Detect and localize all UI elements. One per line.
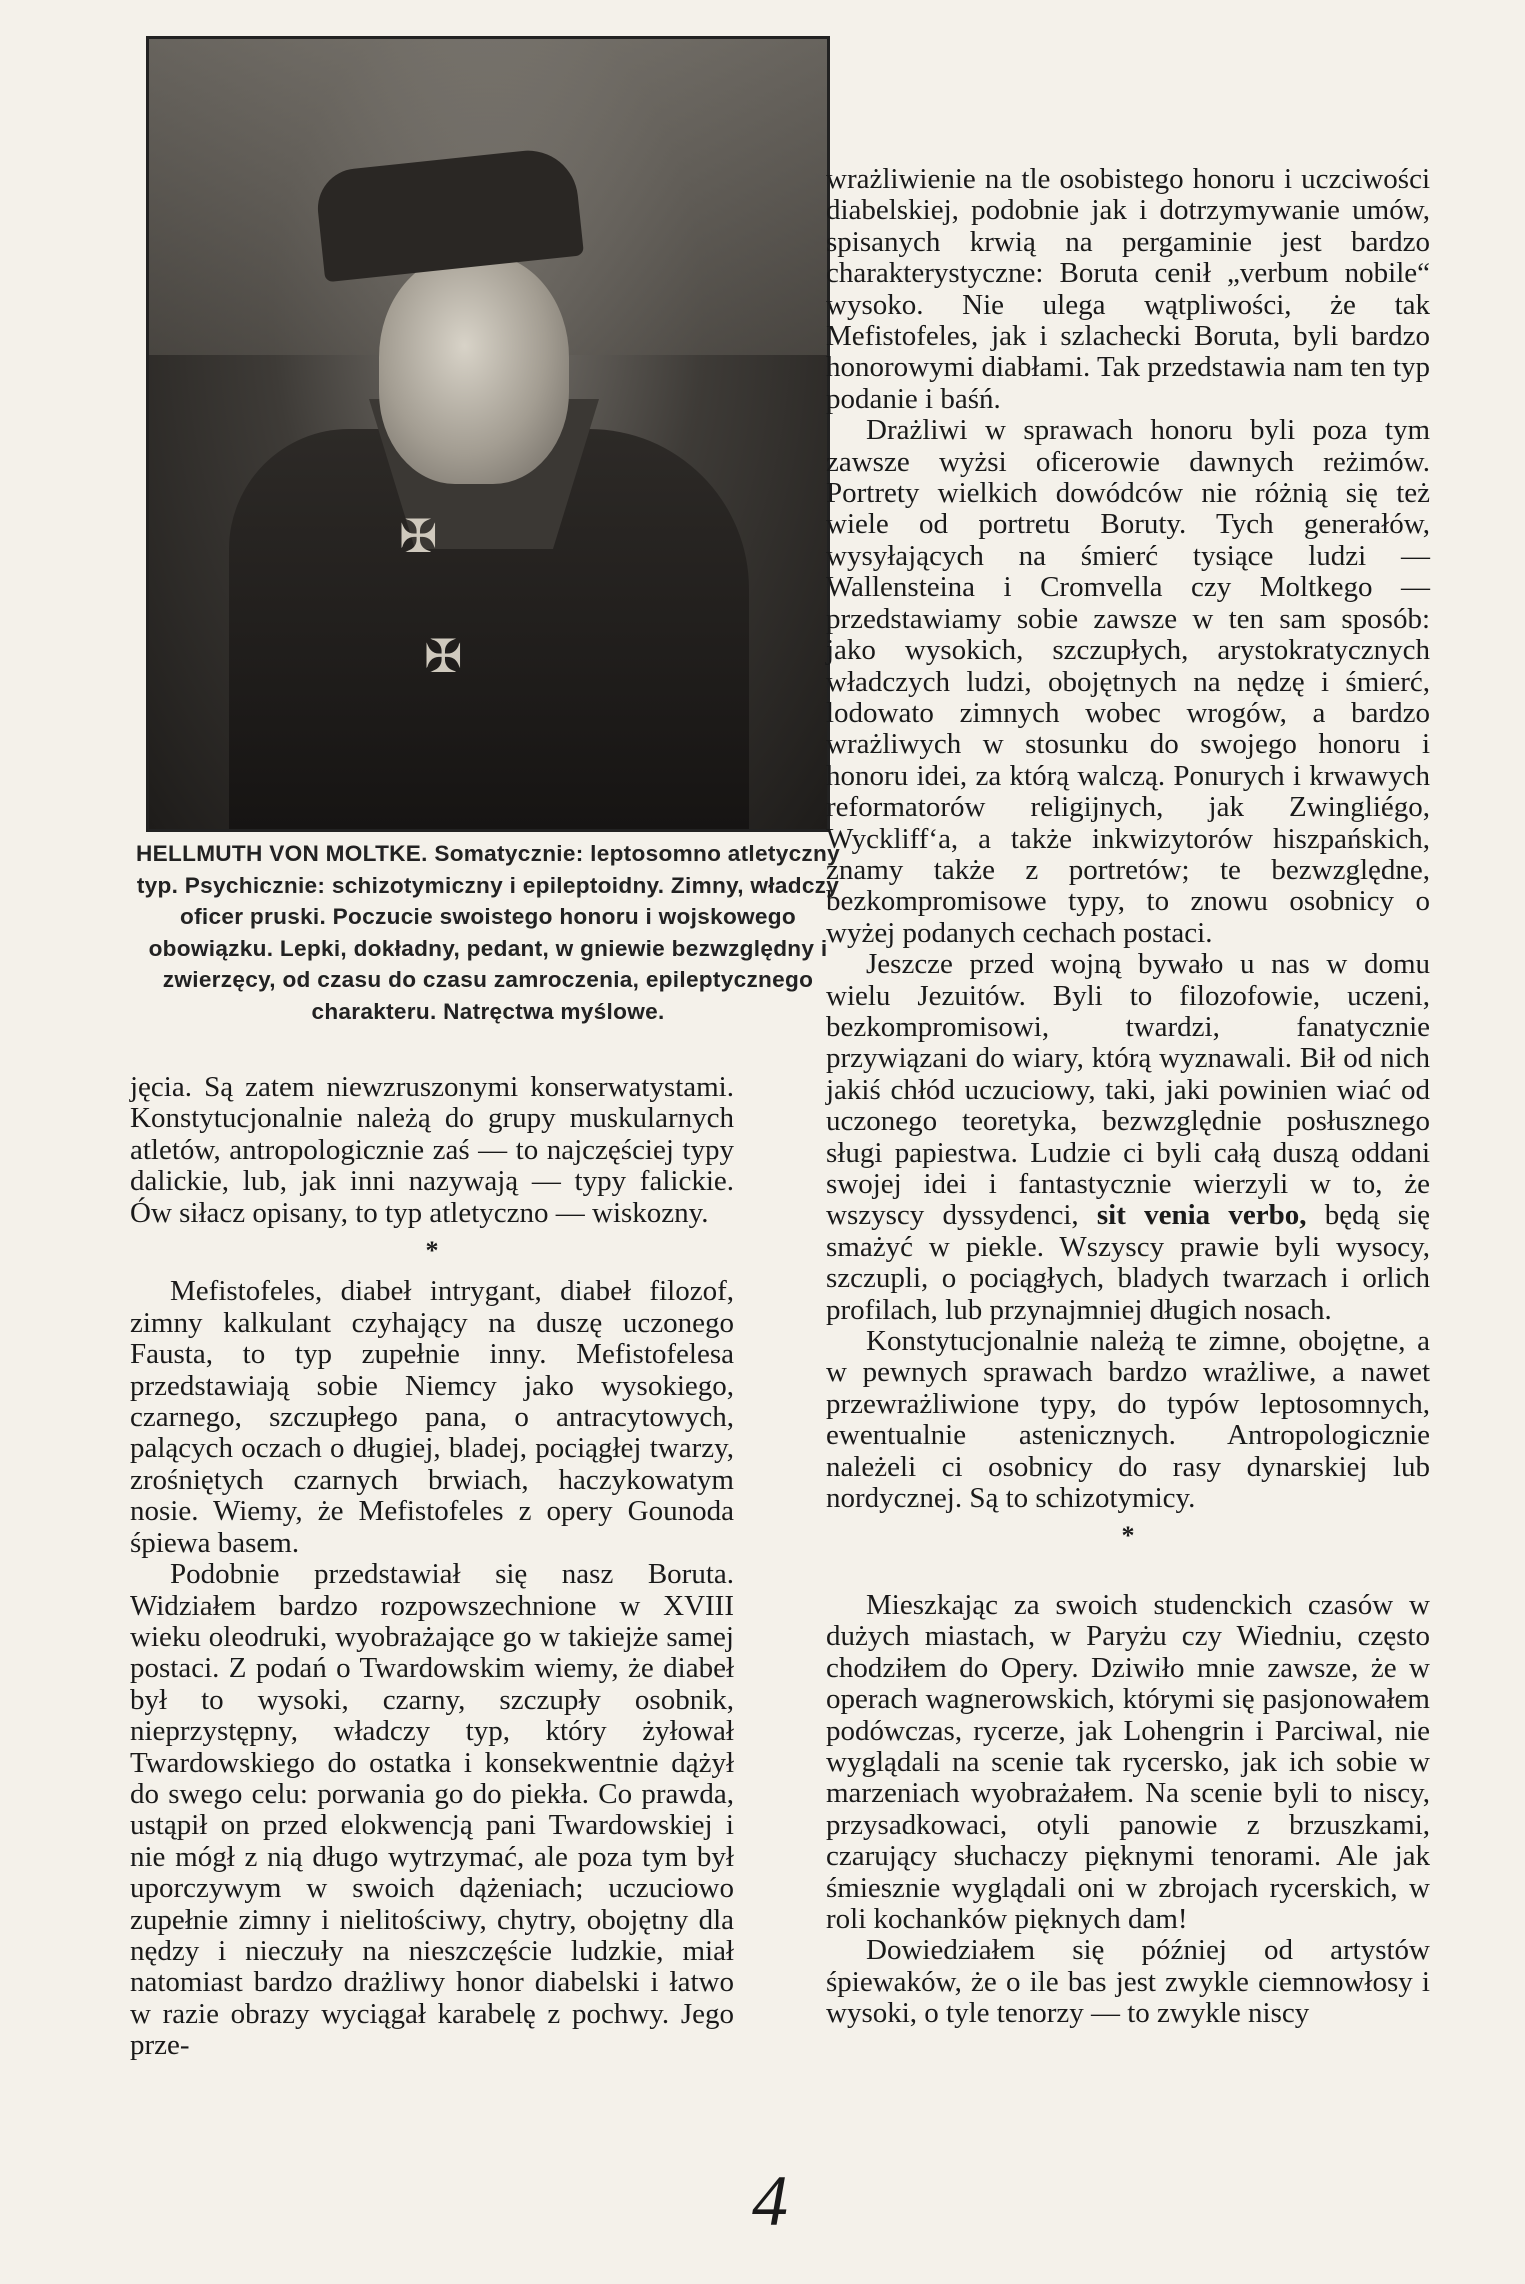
- medal-icon: ✠: [424, 631, 463, 682]
- section-separator: *: [425, 1236, 439, 1266]
- paragraph: jęcia. Są zatem niewzruszonymi konserwatystami. Konstytucjonalnie należą do grupy muskularnych atletów, antropologicznie zaś — to najczęściej typy dalickie, lub, jak inni nazywają — typy falickie. Ów siłacz opisany, to typ atletyczno — wiskozny.: [130, 1071, 734, 1229]
- paragraph-text: będą się smażyć w piekle. Wszyscy prawie byli wysocy, szczupli, o pociągłych, bladych twarzach i orlich profilach, lub przynajmniej długich nosach.: [826, 1199, 1430, 1326]
- paragraph: Dowiedziałem się później od artystów śpiewaków, że o ile bas jest zwykle ciemnowłosy i wysoki, o tyle tenorzy — to zwykle niscy: [826, 1934, 1430, 2030]
- paragraph-text: Jeszcze przed wojną bywało u nas w domu wielu Jezuitów. Byli to filozofowie, uczeni, bezkompromisowi, twardzi, fanatycznie przywiązani do wiary, którą wyznawali. Bił od nich jakiś chłód uczuciowy, taki, jaki powinien wiać od uczonego teoretyka, bezwzględnie posłusznego sługi papiestwa. Ludzie ci byli całą duszą oddani swojej idei i fantastycznie wierzyli w to, że wszyscy dyssydenci,: [826, 948, 1430, 1232]
- paragraph: Mieszkając za swoich studenckich czasów w dużych miastach, w Paryżu czy Wiedniu, często chodziłem do Opery. Dziwiło mnie zawsze, że w operach wagnerowskich, którymi się pasjonowałem podówczas, rycerze, jak Lohengrin i Parciwal, nie wyglądali na scenie tak rycersko, jak ich sobie w marzeniach wyobrażałem. Na scenie byli to niscy, przysadkowaci, otyli panowie z brzuszkami, czarujący słuchaczy pięknymi tenorami. Ale jak śmiesznie wyglądali oni w zbrojach rycerskich, w roli kochanków pięknych dam!: [826, 1588, 1430, 1935]
- section-separator: *: [1121, 1521, 1135, 1551]
- left-column: [130, 1072, 734, 2062]
- paragraph: Podobnie przedstawiał się nasz Boruta. Widziałem bardzo rozpowszechnione w XVIII wieku oleodruki, wyobrażające go w takiejże samej postaci. Z podań o Twardowskim wiemy, że diabeł był to wysoki, czarny, szczupły osobnik, nieprzystępny, władczy typ, który żyłował Twardowskiego do ostatka i konsekwentnie dążył do swego celu: porwania go do piekła. Co prawda, ustąpił on przed elokwencją pani Twardowskiej i nie mógł z nią długo wytrzymać, ale poza tym był uporczywym w swoich dążeniach; uczuciowo zupełnie zimny i nielitościwy, chytry, obojętny dla nędzy i nieczuły na nieszczęście ludzkie, miał natomiast bardzo drażliwy honor diabelski i łatwo w razie obrazy wyciągał karabelę z pochwy. Jego prze-: [130, 1558, 734, 2062]
- photo-caption: HELLMUTH VON MOLTKE. Somatycznie: leptosomno atletyczny typ. Psychicznie: schizotymiczny i epileptoidny. Zimny, władczy oficer pruski. Poczucie swoistego honoru i wojskowego obowiązku. Lepki, dokładny, pedant, w gniewie bezwzględny i zwierzęcy, od czasu do czasu zamroczenia, epileptycznego charakteru. Natręctwa myślowe.: [136, 841, 840, 1024]
- portrait-photo: [146, 36, 830, 832]
- paragraph: Mefistofeles, diabeł intrygant, diabeł filozof, zimny kalkulant czyhający na duszę uczonego Fausta, to typ zupełnie inny. Mefistofelesa przedstawiają sobie Niemcy jako wysokiego, czarnego, szczupłego pana, o antracytowych, palących oczach o długiej, bladej, pociągłej twarzy, zrośniętych czarnych brwiach, haczykowatym nosie. Wiemy, że Mefistofeles z opery Gounoda śpiewa basem.: [130, 1275, 734, 1559]
- medal-icon: ✠: [399, 511, 438, 562]
- paragraph: [826, 949, 1430, 1326]
- page-number: 4: [752, 2161, 788, 2241]
- paragraph: Drażliwi w sprawach honoru byli poza tym zawsze wyżsi oficerowie dawnych reżimów. Portrety wielkich dowódców nie różnią się też wiele od portretu Boruty. Tych generałów, wysyłających na śmierć tysiące ludzi — Wallensteina i Cromvella czy Moltkego — przedstawiamy sobie zawsze w ten sam sposób: jako wysokich, szczupłych, arystokratycznych władczych ludzi, obojętnych na nędzę i śmierć, lodowato zimnych wobec wrogów, a bardzo wrażliwych w stosunku do swojego honoru i honoru idei, za którą walczą. Ponurych i krwawych reformatorów religijnych, jak Zwingliégo, Wyckliff‘a, a także inkwizytorów hiszpańskich, znamy także z portretów; te bezwzględne, bezkompromisowe typy, to znowu osobnicy o wyżej podanych cechach postaci.: [826, 414, 1430, 949]
- latin-phrase: sit venia verbo,: [1096, 1199, 1307, 1232]
- right-column: [826, 164, 1430, 2030]
- paragraph: wrażliwienie na tle osobistego honoru i uczciwości diabelskiej, podobnie jak i dotrzymywanie umów, spisanych krwią na pergaminie jest bardzo charakterystyczne: Boruta cenił „verbum nobile“ wysoko. Nie ulega wątpliwości, że tak Mefistofeles, jak i szlachecki Boruta, byli bardzo honorowymi diabłami. Tak przedstawia nam ten typ podanie i baśń.: [826, 163, 1430, 415]
- photo-face: [379, 254, 569, 484]
- paragraph: Konstytucjonalnie należą te zimne, obojętne, a w pewnych sprawach bardzo wrażliwe, a nawet przewrażliwione typy, do typów leptosomnych, ewentualnie astenicznych. Antropologicznie należeli ci osobnicy do rasy dynarskiej lub nordycznej. Są to schizotymicy.: [826, 1325, 1430, 1515]
